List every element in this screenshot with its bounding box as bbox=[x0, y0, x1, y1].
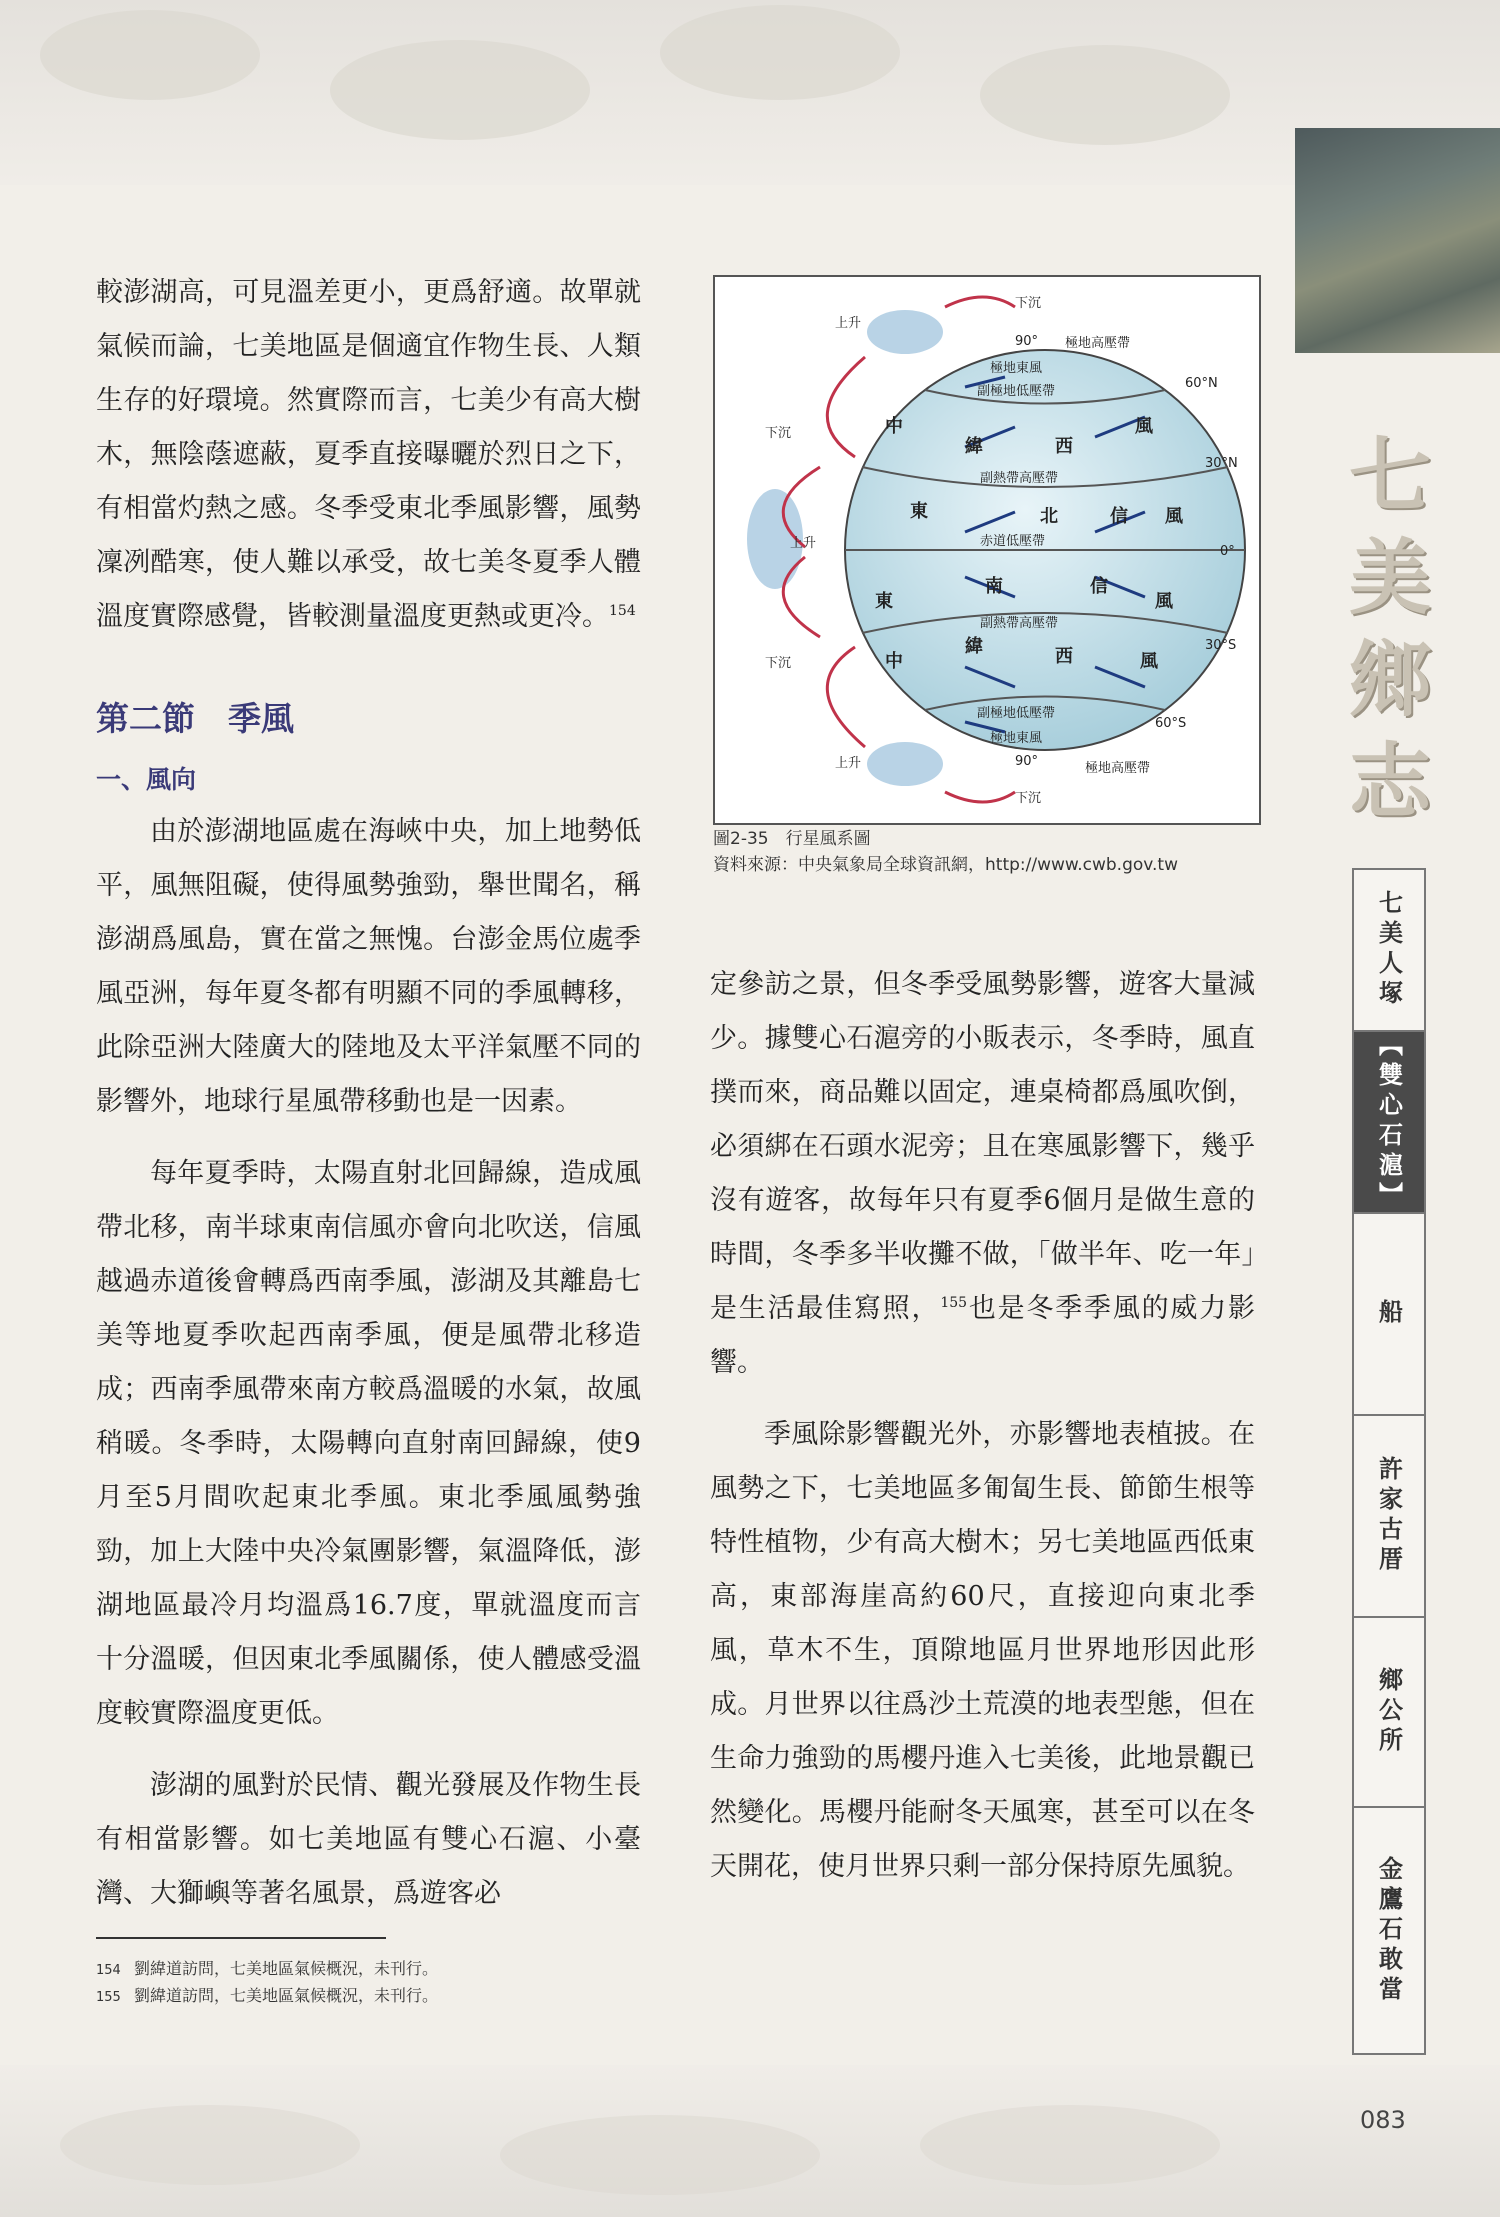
label-30s: 30°S bbox=[1205, 638, 1237, 653]
planetary-wind-diagram bbox=[713, 275, 1261, 825]
tab-boat[interactable] bbox=[1354, 1214, 1424, 1416]
footnote-155 bbox=[96, 1983, 438, 2006]
label-subpolar-low: 副極地低壓帶 bbox=[977, 706, 1056, 721]
tab-twin-hearts-weir[interactable] bbox=[1354, 1032, 1424, 1214]
label-down: 下沉 bbox=[1015, 296, 1042, 311]
body-text-col1 bbox=[96, 805, 641, 1921]
book-title bbox=[1330, 425, 1450, 833]
wave-ornament bbox=[500, 2115, 820, 2195]
paragraph-vendor-end: 也是冬季季風的威力影響。 bbox=[710, 1293, 1256, 1378]
tab-label: 金鷹石敢當 bbox=[1374, 1855, 1403, 2006]
title-char: 七 bbox=[1348, 428, 1431, 524]
tab-hsu-house[interactable] bbox=[1354, 1416, 1424, 1618]
coastal-photo bbox=[1295, 128, 1500, 353]
label-wei: 緯 bbox=[965, 636, 983, 657]
paragraph-tourism: 澎湖的風對於民情、觀光發展及作物生長有相當影響。如七美地區有雙心石滬、小臺灣、大獅嶼等著名風景，爲遊客必 bbox=[96, 1770, 641, 1909]
cloud-icon bbox=[867, 742, 943, 786]
label-zhong: 中 bbox=[885, 651, 903, 672]
tab-label: 七美人塚 bbox=[1374, 890, 1403, 1010]
label-90: 90° bbox=[1015, 334, 1039, 349]
figure-caption-block bbox=[713, 826, 1178, 878]
circulation-arrow bbox=[827, 647, 865, 747]
label-down: 下沉 bbox=[765, 426, 792, 441]
footer-wave-band bbox=[0, 2065, 1500, 2217]
footnote-divider bbox=[96, 1937, 386, 1939]
label-subtrop-high: 副熱帶高壓帶 bbox=[980, 471, 1059, 486]
circulation-arrow bbox=[945, 792, 1015, 802]
paragraph-wind-direction: 由於澎湖地區處在海峽中央，加上地勢低平，風無阻礙，使得風勢強勁，舉世聞名，稱澎湖爲風島，實在當之無愧。台澎金馬位處季風亞洲，每年夏冬都有明顯不同的季風轉移，此除亞洲大陸廣大的陸地及太平洋氣壓不同的影響外，地球行星風帶移動也是一因素。 bbox=[96, 816, 641, 1117]
figure-source: 資料來源：中央氣象局全球資訊網，http://www.cwb.gov.tw bbox=[713, 855, 1178, 875]
paragraph-seasonal-shift: 每年夏季時，太陽直射北回歸線，造成風帶北移，南半球東南信風亦會向北吹送，信風越過赤道後會轉爲西南季風，澎湖及其離島七美等地夏季吹起西南季風，便是風帶北移造成；西南季風帶來南方較爲溫暖的水氣，故風稍暖。冬季時，太陽轉向直射南回歸線，使9月至5月間吹起東北季風。東北季風風勢強勁，加上大陸中央冷氣團影響，氣溫降低，澎湖地區最冷月均溫爲16.7度，單就溫度而言十分溫暖，但因東北季風關係，使人體感受溫度較實際溫度更低。 bbox=[96, 1158, 641, 1729]
title-char: 美 bbox=[1348, 530, 1431, 626]
label-polar-high: 極地高壓帶 bbox=[1065, 336, 1131, 351]
label-60n: 60°N bbox=[1185, 376, 1218, 391]
tab-label: 許家古厝 bbox=[1374, 1456, 1403, 1576]
paragraph-vendor: 定參訪之景，但冬季受風勢影響，遊客大量減少。據雙心石滬旁的小販表示，冬季時，風直撲而來，商品難以固定，連桌椅都爲風吹倒，必須綁在石頭水泥旁；且在寒風影響下，幾乎沒有遊客，故每年只有夏季6個月是做生意的時間，冬季多半收攤不做，「做半年、吃一年」是生活最佳寫照， bbox=[710, 969, 1255, 1324]
cloud-ornament bbox=[980, 45, 1230, 145]
label-dong: 東 bbox=[875, 591, 893, 612]
label-eq-low: 赤道低壓帶 bbox=[980, 534, 1046, 549]
label-polar-east: 極地東風 bbox=[990, 361, 1043, 376]
title-char: 志 bbox=[1348, 734, 1431, 830]
label-feng: 風 bbox=[1165, 506, 1183, 527]
title-char: 鄉 bbox=[1348, 632, 1431, 728]
footnote-number: 154 bbox=[96, 1963, 121, 1978]
label-xi: 西 bbox=[1055, 436, 1073, 457]
tab-qimei-tomb[interactable] bbox=[1354, 870, 1424, 1032]
label-up: 上升 bbox=[835, 756, 862, 771]
footnote-154 bbox=[96, 1956, 438, 1979]
label-wei: 緯 bbox=[965, 436, 983, 457]
label-zhong: 中 bbox=[885, 416, 903, 437]
label-down: 下沉 bbox=[1015, 791, 1042, 806]
footnote-number: 155 bbox=[96, 1990, 121, 2005]
label-feng: 風 bbox=[1155, 591, 1173, 612]
body-text-col1-top bbox=[96, 266, 641, 644]
paragraph-vegetation: 季風除影響觀光外，亦影響地表植披。在風勢之下，七美地區多匍匐生長、節節生根等特性植物，少有高大樹木；另七美地區西低東高，東部海崖高約60尺，直接迎向東北季風，草木不生，頂隙地區月世界地形因此形成。月世界以往爲沙土荒漠的地表型態，但在生命力強勁的馬櫻丹進入七美後，此地景觀已然變化。馬櫻丹能耐冬天風寒，甚至可以在冬天開花，使月世界只剩一部分保持原先風貌。 bbox=[710, 1419, 1255, 1882]
label-60s: 60°S bbox=[1155, 716, 1187, 731]
label-polar-east: 極地東風 bbox=[990, 731, 1043, 746]
label-subtrop-high: 副熱帶高壓帶 bbox=[980, 616, 1059, 631]
wave-ornament bbox=[60, 2105, 360, 2185]
section-title: 第二節 季風 bbox=[96, 699, 294, 738]
label-feng: 風 bbox=[1140, 651, 1158, 672]
page-number: 083 bbox=[1360, 2106, 1406, 2134]
footnote-ref[interactable]: 154 bbox=[609, 603, 636, 619]
label-xi: 西 bbox=[1055, 646, 1073, 667]
subsection-title: 一、風向 bbox=[96, 765, 197, 794]
tab-shigandang[interactable] bbox=[1354, 1808, 1424, 2053]
wind-diagram-svg bbox=[715, 277, 1259, 823]
figure-caption: 圖2-35 行星風系圖 bbox=[713, 829, 871, 849]
chapter-tabs bbox=[1352, 868, 1426, 2055]
label-up: 上升 bbox=[835, 316, 862, 331]
label-subpolar-low: 副極地低壓帶 bbox=[977, 384, 1056, 399]
label-0: 0° bbox=[1220, 544, 1235, 559]
label-bei: 北 bbox=[1040, 506, 1058, 527]
wave-ornament bbox=[920, 2105, 1220, 2185]
paragraph-climate: 較澎湖高，可見溫差更小，更爲舒適。故單就氣候而論，七美地區是個適宜作物生長、人類生存的好環境。然實際而言，七美少有高大樹木，無陰蔭遮蔽，夏季直接曝曬於烈日之下，有相當灼熱之感。冬季受東北季風影響，風勢凜冽酷寒，使人難以承受，故七美冬夏季人體溫度實際感覺，皆較測量溫度更熱或更冷。 bbox=[96, 277, 641, 632]
cloud-ornament bbox=[330, 40, 590, 140]
label-up: 上升 bbox=[790, 536, 817, 551]
label-polar-high: 極地高壓帶 bbox=[1085, 761, 1151, 776]
cloud-ornament bbox=[40, 10, 260, 100]
footnote-ref[interactable]: 155 bbox=[940, 1295, 968, 1311]
label-down: 下沉 bbox=[765, 656, 792, 671]
label-dong: 東 bbox=[910, 501, 928, 522]
cloud-ornament bbox=[660, 5, 900, 100]
label-xin: 信 bbox=[1090, 576, 1108, 597]
circulation-arrow bbox=[827, 357, 865, 457]
body-text-col2 bbox=[710, 958, 1255, 1894]
tab-label: 【雙心石滬】 bbox=[1374, 1032, 1403, 1212]
tab-label: 鄉公所 bbox=[1374, 1667, 1403, 1757]
header-cloud-band bbox=[0, 0, 1500, 185]
tab-label: 船 bbox=[1374, 1299, 1403, 1329]
footnote-text: 劉緯道訪問，七美地區氣候概況，未刊行。 bbox=[134, 1959, 439, 1978]
label-xin: 信 bbox=[1110, 506, 1128, 527]
tab-township-office[interactable] bbox=[1354, 1618, 1424, 1808]
footnote-text: 劉緯道訪問，七美地區氣候概況，未刊行。 bbox=[134, 1986, 439, 2005]
cloud-icon bbox=[867, 310, 943, 354]
label-feng: 風 bbox=[1135, 416, 1153, 437]
label-30n: 30°N bbox=[1205, 456, 1238, 471]
label-90: 90° bbox=[1015, 754, 1039, 769]
circulation-arrow bbox=[945, 297, 1015, 307]
label-nan: 南 bbox=[985, 576, 1003, 597]
